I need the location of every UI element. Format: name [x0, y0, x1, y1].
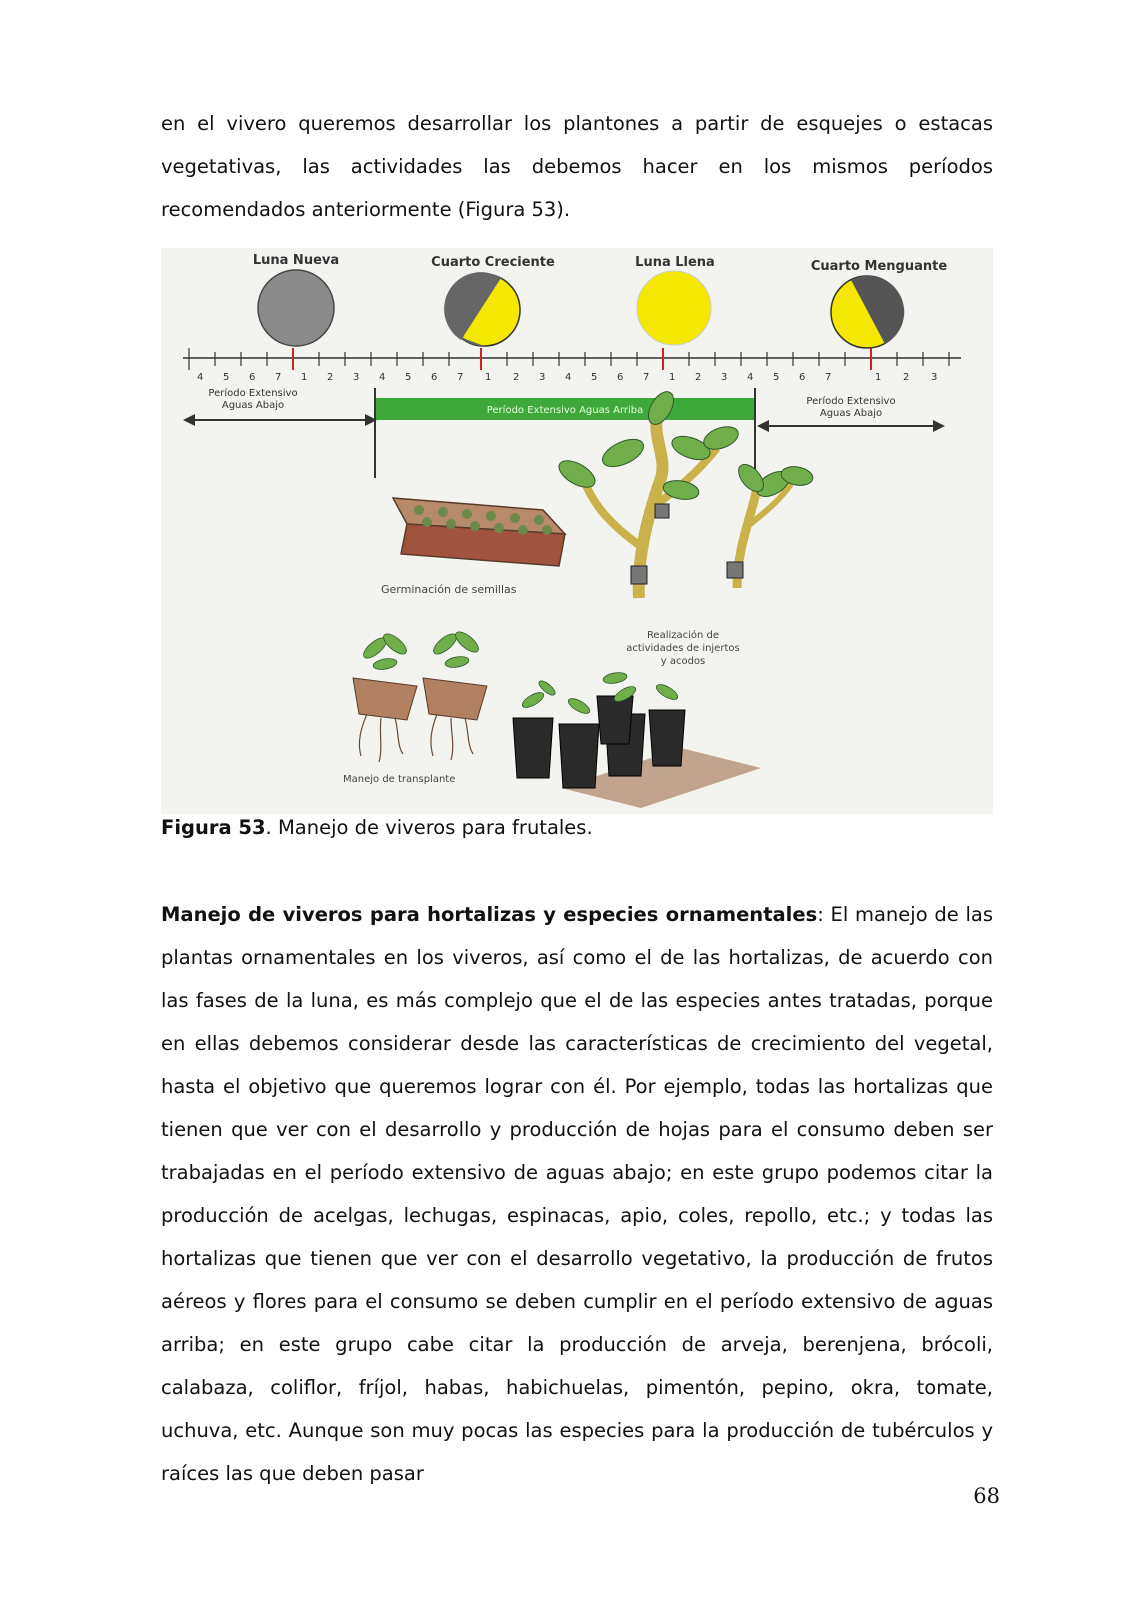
phase-label-full-moon: Luna Llena [635, 255, 715, 270]
ruler-number: 2 [695, 372, 702, 383]
ruler-number: 5 [773, 372, 780, 383]
ruler-number: 3 [721, 372, 728, 383]
ruler-number: 4 [565, 372, 572, 383]
period-center-label: Período Extensivo Aguas Arriba [486, 405, 644, 416]
phase-label-last-quarter: Cuarto Menguante [810, 259, 948, 274]
ruler-number: 1 [301, 372, 308, 383]
grafting-label-line3: y acodos [660, 656, 706, 667]
ruler-number: 5 [405, 372, 412, 383]
ruler-number: 3 [931, 372, 938, 383]
ruler-number: 7 [825, 372, 832, 383]
potted-plants-illustration [513, 671, 761, 808]
figure-53-moon-nursery-diagram [161, 248, 993, 814]
main-paragraph [161, 893, 993, 1495]
ruler-number: 4 [197, 372, 204, 383]
ruler-number: 6 [617, 372, 624, 383]
ruler-number: 1 [875, 372, 882, 383]
ruler-number: 2 [903, 372, 910, 383]
ruler-number: 4 [379, 372, 386, 383]
first-quarter-moon-icon [444, 272, 520, 346]
ruler-number: 2 [327, 372, 334, 383]
transplant-seedlings-illustration [353, 628, 487, 762]
period-left-label-line1: Período Extensivo [208, 388, 298, 399]
day-ruler [183, 348, 961, 370]
period-right-arrow [757, 420, 945, 432]
ruler-number: 5 [591, 372, 598, 383]
ruler-number: 6 [799, 372, 806, 383]
phase-label-new-moon: Luna Nueva [252, 253, 340, 268]
ruler-number: 5 [223, 372, 230, 383]
period-left-arrow [183, 414, 377, 426]
main-body-text: : El manejo de las plantas ornamentales en los viveros, así como el de las hortalizas, de acuerdo con las fases de la luna, es más complejo que el de las especies antes tratadas, porque en ellas debemos considerar desde las características de crecimiento del vegetal, hasta el objetivo que queremos lograr con él. Por ejemplo, todas las hortalizas que tienen que ver con el desarrollo y producción de hojas para el consumo deben ser trabajadas en el período extensivo de aguas abajo; en este grupo podemos citar la producción de acelgas, lechugas, espinacas, apio, coles, repollo, etc.; y todas las hortalizas que tienen que ver con el desarrollo vegetativo, la producción de frutos aéreos y flores para el consumo se deben cumplir en el período extensivo de aguas arriba; en este grupo cabe citar la producción de arveja, berenjena, brócoli, calabaza, coliflor, fríjol, habas, habichuelas, pimentón, pepino, okra, tomate, uchuva, etc. Aunque son muy pocas las especies para la producción de tubérculos y raíces las que deben pasar [161, 903, 993, 1485]
last-quarter-moon-icon [831, 276, 904, 348]
full-moon-icon [637, 271, 711, 345]
ruler-number: 7 [275, 372, 282, 383]
ruler-number: 7 [457, 372, 464, 383]
germination-label: Germinación de semillas [381, 583, 517, 596]
grafting-label-line2: actividades de injertos [626, 643, 740, 654]
period-right-label-line2: Aguas Abajo [819, 408, 883, 419]
ruler-number: 3 [353, 372, 360, 383]
caption-label: Figura 53 [161, 816, 266, 839]
grafting-label-line1: Realización de [646, 630, 720, 641]
period-left-label-line2: Aguas Abajo [221, 400, 285, 411]
seed-tray-illustration [393, 498, 565, 566]
ruler-number: 1 [669, 372, 676, 383]
ruler-numbers [197, 372, 937, 383]
figure-caption [161, 816, 593, 839]
ruler-number: 6 [249, 372, 256, 383]
phase-label-first-quarter: Cuarto Creciente [431, 255, 555, 270]
ruler-number: 6 [431, 372, 438, 383]
ruler-number: 3 [539, 372, 546, 383]
figure-illustration [161, 248, 993, 814]
ruler-number: 1 [485, 372, 492, 383]
new-moon-icon [258, 270, 334, 346]
ruler-number: 4 [747, 372, 754, 383]
section-heading: Manejo de viveros para hortalizas y especies ornamentales [161, 903, 818, 926]
caption-text: . Manejo de viveros para frutales. [265, 816, 593, 839]
transplant-label: Manejo de transplante [343, 774, 456, 785]
page-number: 68 [973, 1484, 1000, 1508]
ruler-number: 2 [513, 372, 520, 383]
period-right-label-line1: Período Extensivo [806, 396, 896, 407]
ruler-number: 7 [643, 372, 650, 383]
intro-paragraph: en el vivero queremos desarrollar los plantones a partir de esquejes o estacas vegetativas, las actividades las debemos hacer en los mismos períodos recomendados anteriormente (Figura 53). [161, 112, 993, 221]
